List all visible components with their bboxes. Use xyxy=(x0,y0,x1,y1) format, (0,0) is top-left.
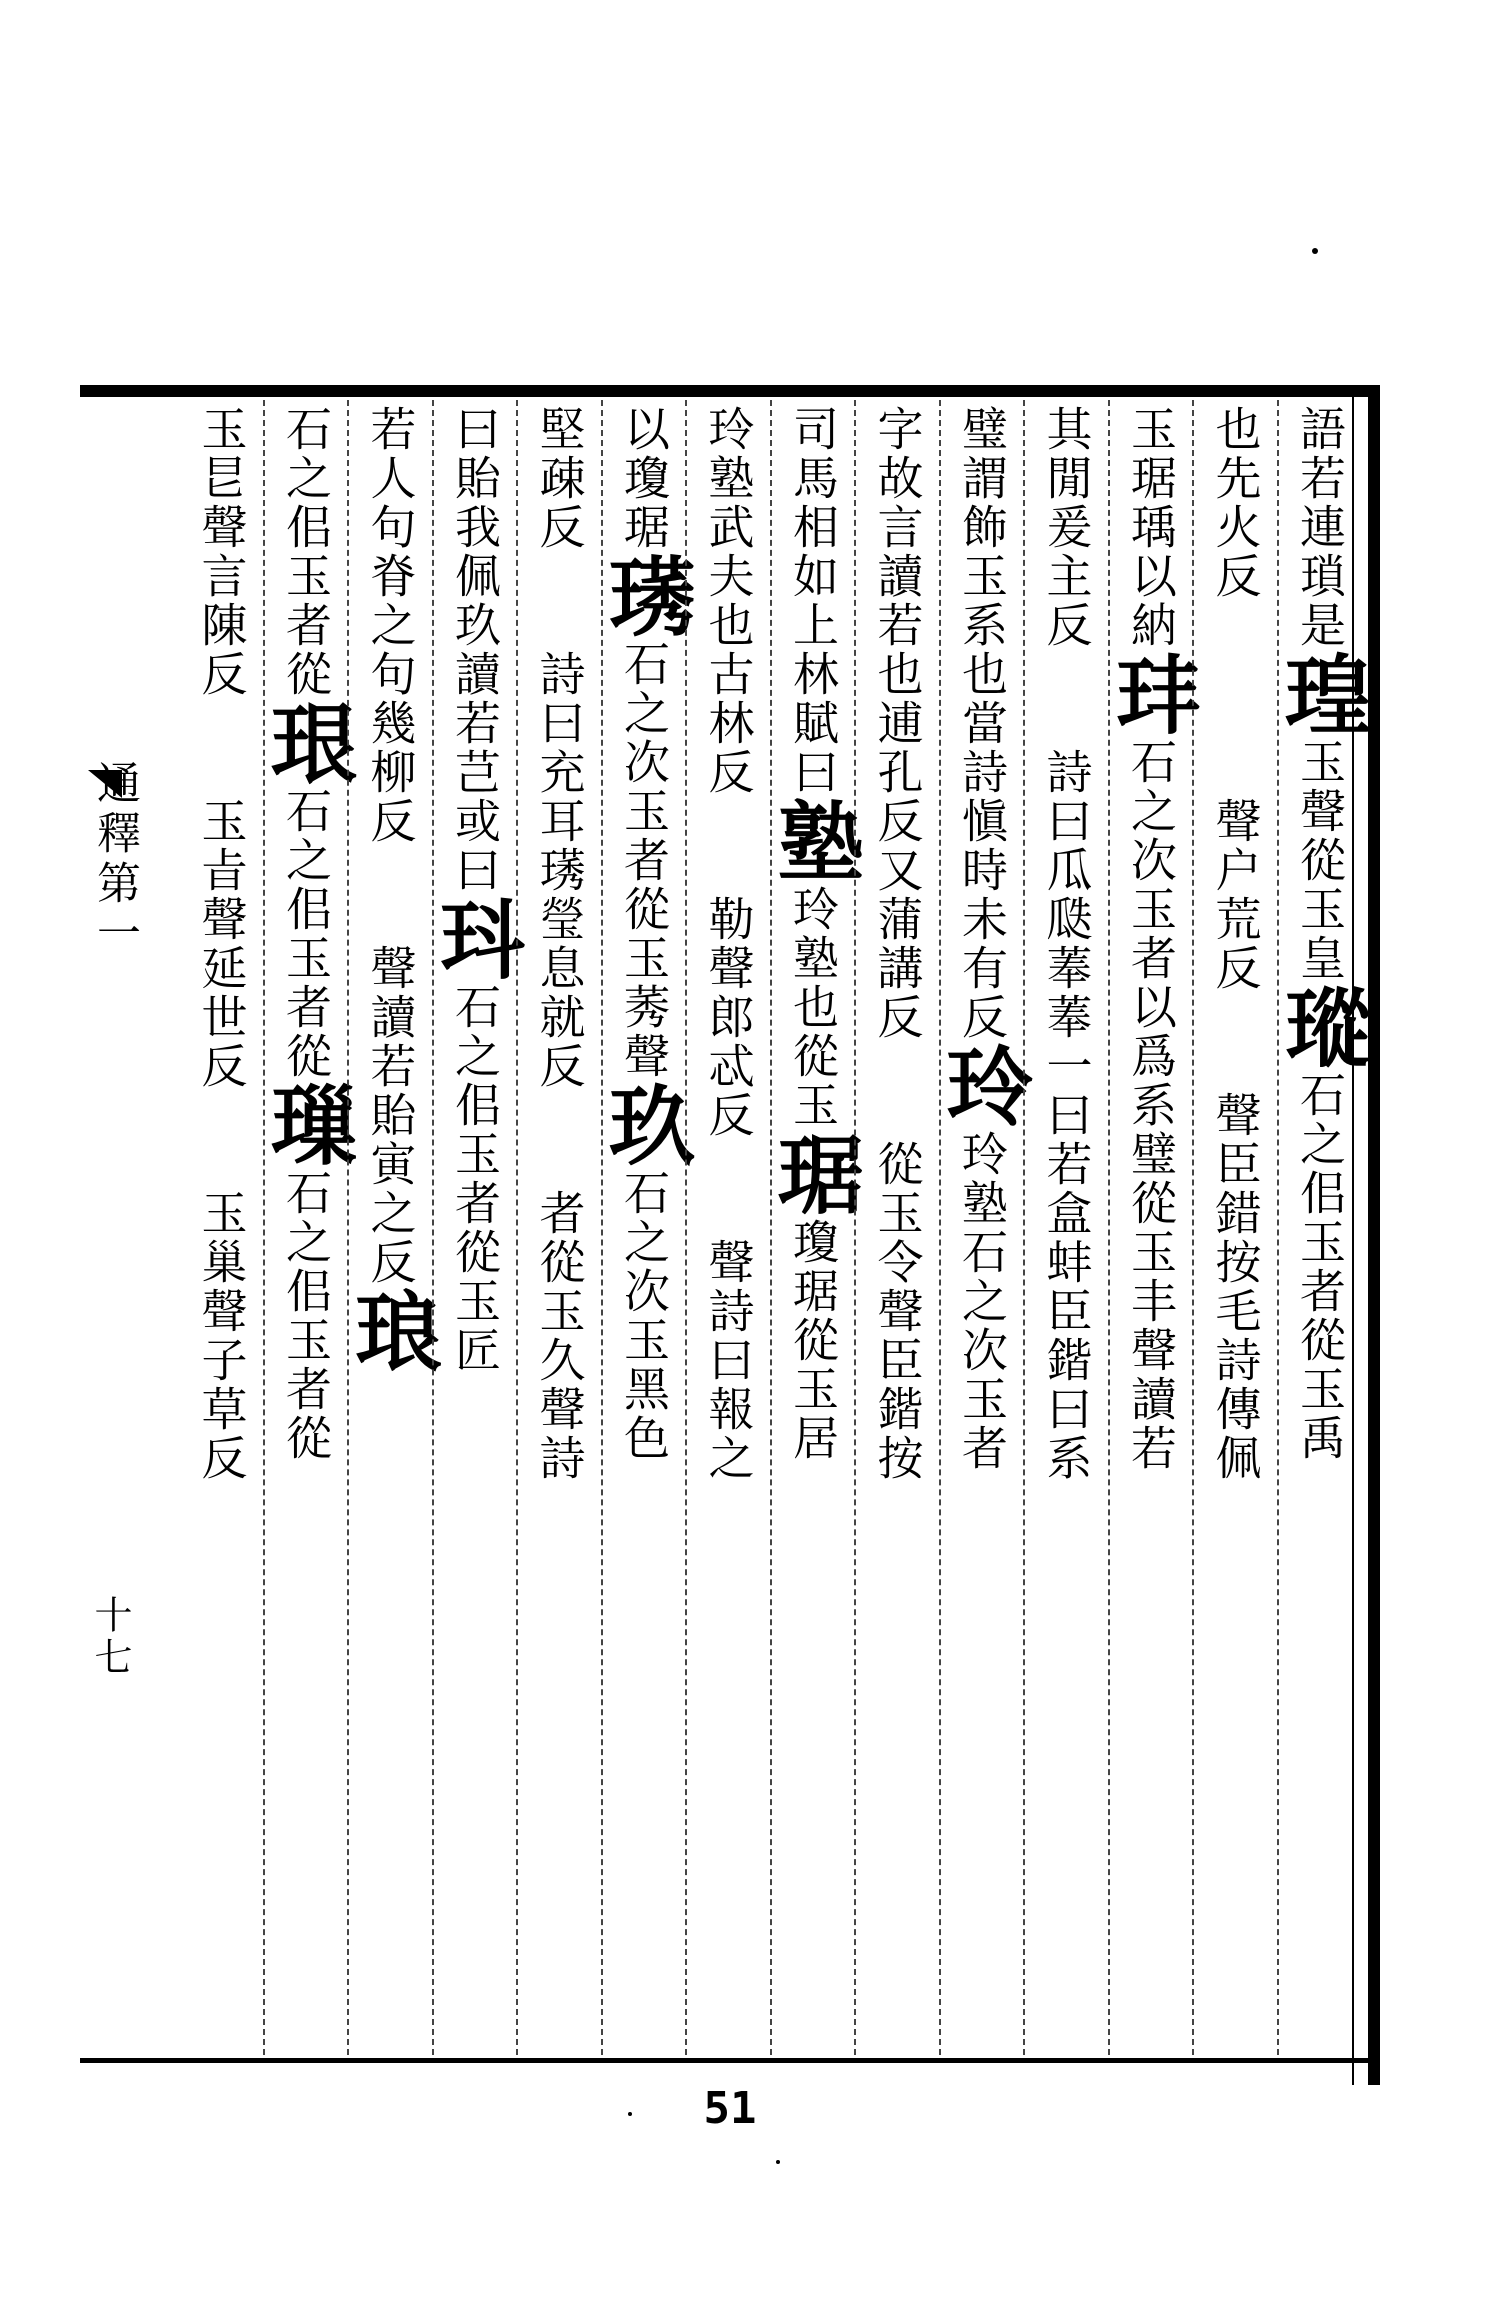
headword-character: 玲 xyxy=(932,1042,1033,1130)
text-segment: 曰貽我佩玖讀若芑或曰 xyxy=(448,405,502,895)
headword-character: 瑝 xyxy=(1270,650,1371,738)
text-column xyxy=(932,405,1033,2055)
headword-character: 琅 xyxy=(340,1287,442,1375)
page-number: 51 xyxy=(703,2083,757,2134)
column-separator xyxy=(1192,400,1194,2055)
frame-top-rule xyxy=(80,385,1380,397)
headword-character: 㺶 xyxy=(425,895,526,983)
text-segment xyxy=(1209,601,1263,797)
text-segment xyxy=(702,1140,756,1238)
text-segment: 石之佀玉者從 xyxy=(279,787,333,1081)
text-segment xyxy=(871,1042,925,1140)
frame-inner-rule xyxy=(1352,395,1354,2085)
headword-character: 玖 xyxy=(594,1081,695,1169)
text-segment: 石之佀玉者從玉禹 xyxy=(1293,1071,1347,1463)
frame-bottom-rule xyxy=(80,2058,1380,2063)
text-segment xyxy=(533,552,587,650)
text-column xyxy=(192,405,252,2055)
text-segment: 石之佀玉者從玉匠 xyxy=(448,983,502,1375)
text-segment: 從玉令聲臣鍇按 xyxy=(870,1140,925,1483)
text-segment: 詩曰瓜瓞菶菶一曰若盒蚌臣鍇曰系 xyxy=(1039,748,1094,1483)
text-column xyxy=(594,405,695,2055)
text-segment: 玲塾武夫也古林反 xyxy=(701,405,756,797)
headword-character: 璓 xyxy=(594,552,695,640)
column-separator xyxy=(854,400,856,2055)
frame-right-rule xyxy=(1368,385,1380,2085)
headword-character: 瑽 xyxy=(1270,983,1371,1071)
text-segment: 玉㫖聲延世反 xyxy=(194,797,249,1091)
text-segment: 璧謂飾玉系也當詩愼時未有反 xyxy=(955,405,1009,1042)
text-segment xyxy=(364,846,418,944)
text-segment: 司馬相如上林賦曰 xyxy=(786,405,840,797)
text-segment: 玲塾也從玉 xyxy=(786,885,840,1130)
text-segment: 玉巢聲子草反 xyxy=(194,1189,249,1483)
text-segment: 其閒爰主反 xyxy=(1039,405,1094,650)
column-separator xyxy=(1023,400,1025,2055)
column-separator xyxy=(770,400,772,2055)
column-separator xyxy=(1108,400,1110,2055)
column-separator xyxy=(516,400,518,2055)
headword-character: 玤 xyxy=(1101,650,1202,738)
column-separator xyxy=(432,400,434,2055)
text-segment: 石之佀玉者從 xyxy=(279,1169,333,1463)
text-segment: 聲讀若貽寅之反 xyxy=(363,944,418,1287)
ink-speck xyxy=(776,2160,780,2164)
text-column xyxy=(340,405,442,2055)
text-column xyxy=(1206,405,1266,2055)
text-segment: 語若連瑣是 xyxy=(1293,405,1347,650)
text-column xyxy=(1037,405,1097,2055)
text-segment: 勒聲郎忒反 xyxy=(701,895,756,1140)
text-column xyxy=(1270,405,1371,2055)
headword-character: 琚 xyxy=(763,1130,864,1218)
text-segment: 玉琚瑀以納 xyxy=(1124,405,1178,650)
text-column xyxy=(256,405,357,2055)
text-segment: 玲塾石之次玉者 xyxy=(955,1130,1009,1473)
text-segment: 也先火反 xyxy=(1208,405,1263,601)
text-segment: 詩曰充耳璓瑩息就反 xyxy=(532,650,587,1091)
text-segment xyxy=(1209,993,1263,1091)
text-column xyxy=(699,405,759,2055)
text-column xyxy=(1101,405,1202,2055)
text-segment: 者從玉久聲詩 xyxy=(532,1189,587,1483)
text-segment: 石之次玉黑色 xyxy=(617,1169,671,1463)
text-segment: 聲詩曰報之 xyxy=(701,1238,756,1483)
text-segment xyxy=(1040,650,1094,748)
text-segment: 以瓊琚 xyxy=(617,405,671,552)
margin-title: 通釋第一 xyxy=(89,760,140,960)
headword-character: 珢 xyxy=(256,699,357,787)
text-segment: 石之佀玉者從 xyxy=(279,405,333,699)
column-separator xyxy=(347,400,349,2055)
text-segment: 聲户荒反 xyxy=(1208,797,1263,993)
margin-leaf-number: 十七 xyxy=(88,1595,132,1679)
text-column xyxy=(425,405,526,2055)
text-segment: 瓊琚從玉居 xyxy=(786,1218,840,1463)
column-separator xyxy=(1277,400,1279,2055)
text-segment: 石之次玉者從玉莠聲 xyxy=(617,640,671,1081)
text-segment: 字故言讀若也逋孔反又蒲講反 xyxy=(870,405,925,1042)
headword-character: 塾 xyxy=(763,797,864,885)
text-segment: 玉㫐聲言陳反 xyxy=(194,405,249,699)
text-column xyxy=(763,405,864,2055)
column-separator xyxy=(939,400,941,2055)
text-segment xyxy=(195,699,249,797)
text-segment: 若人句脊之句幾柳反 xyxy=(363,405,418,846)
column-separator xyxy=(685,400,687,2055)
text-column xyxy=(530,405,590,2055)
text-segment: 石之次玉者以爲系璧從玉丰聲讀若 xyxy=(1124,738,1178,1473)
text-segment xyxy=(702,797,756,895)
text-segment xyxy=(195,1091,249,1189)
column-separator xyxy=(263,400,265,2055)
text-segment: 玉聲從玉皇 xyxy=(1293,738,1347,983)
text-segment: 聲臣錯按毛詩傳佩 xyxy=(1208,1091,1263,1483)
text-column xyxy=(868,405,928,2055)
column-separator xyxy=(601,400,603,2055)
ink-speck xyxy=(628,2112,632,2116)
ink-speck xyxy=(1312,248,1318,254)
text-segment xyxy=(533,1091,587,1189)
headword-character: 璅 xyxy=(256,1081,357,1169)
text-segment: 堅疎反 xyxy=(532,405,587,552)
